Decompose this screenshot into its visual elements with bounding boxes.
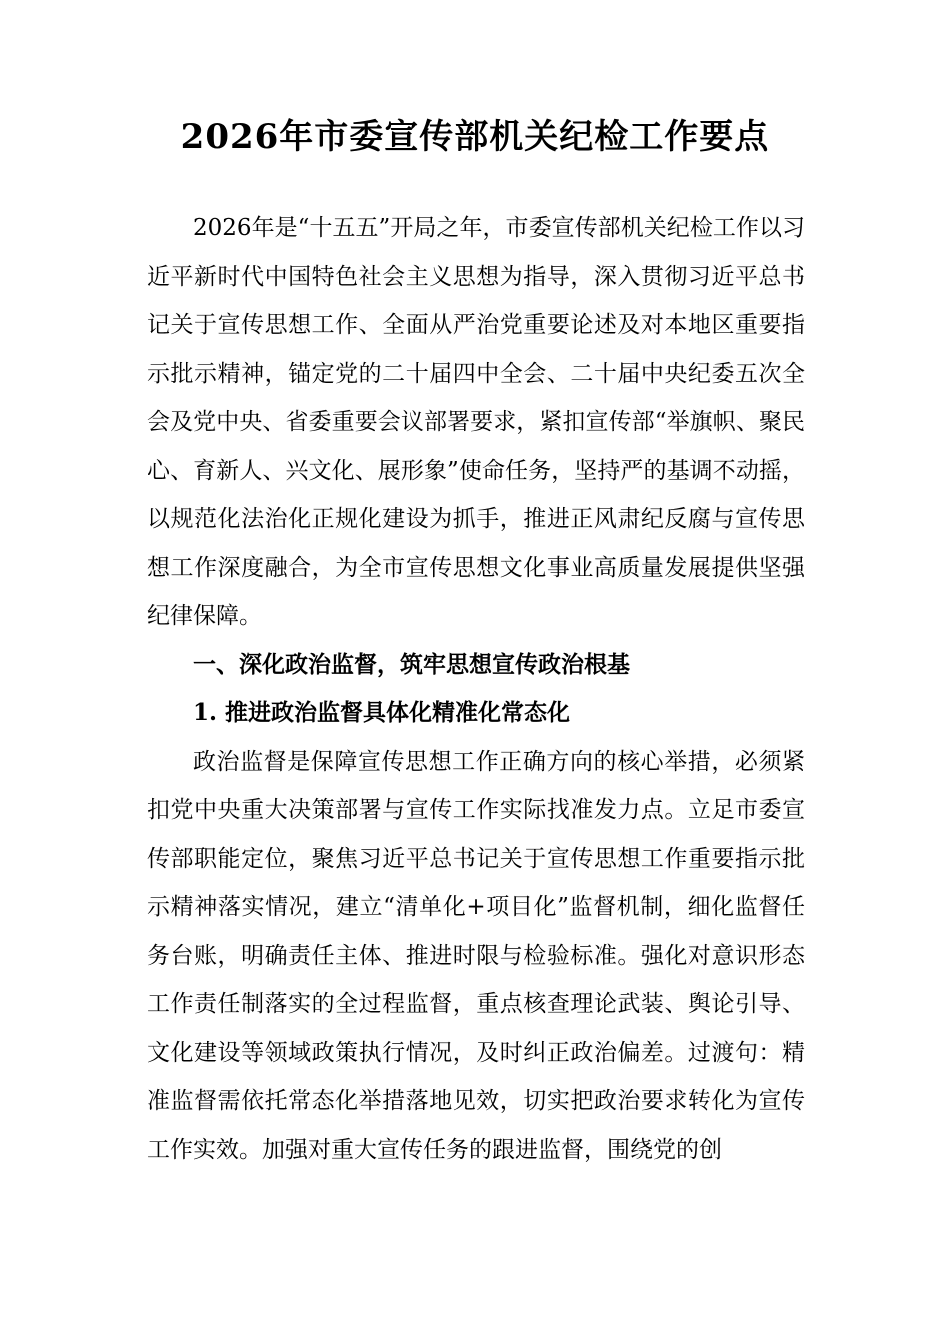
section-heading: 一、深化政治监督，筑牢思想宣传政治根基 — [193, 650, 630, 678]
document-title: 2026年市委宣传部机关纪检工作要点 — [180, 117, 770, 157]
subsection-heading: 1. 推进政治监督具体化精准化常态化 — [193, 699, 571, 726]
intro-paragraph: 2026年是“十五五”开局之年，市委宣传部机关纪检工作以习近平新时代中国特色社会主义思想为指导，深入贯彻习近平总书记关于宣传思想工作、全面从严治党重要论述及对本地区重要指示批示精神，锚定党的二十届四中全会、二十届中央纪委五次全会及党中央、省委重要会议部署要求，紧扣宣传部“举旗帜、聚民心、育新人、兴文化、展形象”使命任务，坚持严的基调不动摇，以规范化法治化正规化建设为抓手，推进正风肃纪反腐与宣传思想工作深度融合，为全市宣传思想文化事业高质量发展提供坚强纪律保障。 — [147, 215, 805, 629]
document-body — [147, 204, 805, 1174]
subsection-paragraph: 政治监督是保障宣传思想工作正确方向的核心举措，必须紧扣党中央重大决策部署与宣传工作实际找准发力点。立足市委宣传部职能定位，聚焦习近平总书记关于宣传思想工作重要指示批示精神落实情况，建立“清单化+项目化”监督机制，细化监督任务台账，明确责任主体、推进时限与检验标准。强化对意识形态工作责任制落实的全过程监督，重点核查理论武装、舆论引导、文化建设等领域政策执行情况，及时纠正政治偏差。过渡句：精准监督需依托常态化举措落地见效，切实把政治要求转化为宣传工作实效。加强对重大宣传任务的跟进监督，围绕党的创 — [147, 748, 805, 1163]
